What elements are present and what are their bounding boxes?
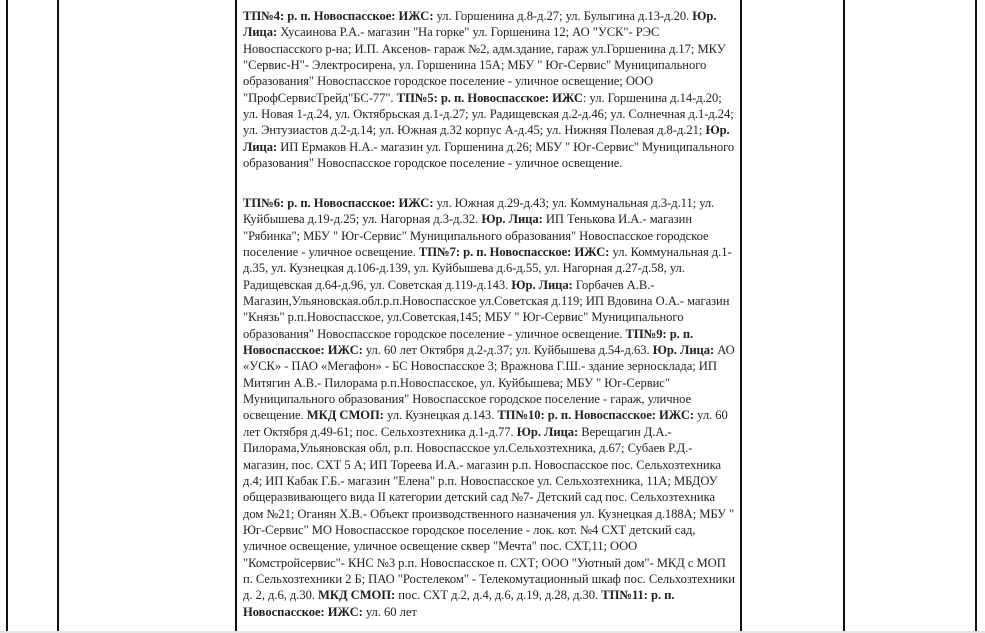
- text-run: ул. Южная д.29-д.43; ул. Коммунальная д.3-д.11; ул. Куйбышева д.19-д.25; ул. Нагорная д.3-д.32.: [243, 196, 715, 227]
- text-run: ИП Тенькова И.А.- магазин "Рябинка"; МБУ " Юг-Сервис" Муниципального образования" Новоспасское городское поселение - уличное освещение.: [243, 212, 709, 260]
- text-run: пос. СХТ д.2, д.4, д.6, д.19, д.28, д.30.: [395, 588, 602, 603]
- bold-label: Юр. Лица:: [652, 343, 715, 358]
- bold-label: МКД СМОП:: [306, 408, 384, 423]
- text-run: Хусаинова Р.А.- магазин "На горке" ул. Горшенина 12; АО "УСК"- РЭС Новоспасского р-на; И.П. Аксенов- гараж №2, адм.здание, гараж ул.Горшенина д.17; МКУ "Сервис-Н"- Электросирена, ул. Горшенина 15А; МБУ " Юг-Сервис" Муниципального образования" Новоспасское городское поселение - уличное освещение; ООО "ПрофСервисТрейд"БС-77".: [243, 25, 726, 105]
- bold-label: Юр. Лица:: [516, 424, 579, 439]
- bold-label: ТП№7: р. п. Новоспасское: ИЖС:: [418, 245, 610, 260]
- column-border: [843, 0, 845, 631]
- text-run: ул. Горшенина д.8-д.27; ул. Булыгина д.13-д.20.: [433, 9, 693, 23]
- table-cell-substation-tp6-tp11: [243, 195, 735, 620]
- text-run: ул. Кузнецкая д.143.: [383, 408, 498, 423]
- text-run: ул. 60 лет: [362, 604, 417, 619]
- cell-paragraph: [243, 8, 735, 171]
- text-run: Верещагин Д.А.- Пилорама,Ульяновская обл, р.п. Новоспасское ул.Сельхозтехника, д.67; Субаев Р.Д.- магазин, пос. СХТ 5 А; ИП Тореева И.А.- магазин р.п. Новоспасское пос. Сельхозтехника д.4; ИП Кабак Г.Б.- магазин "Елена" р.п. Новоспасское ул. Сельхозтехника, 11А; МБДОУ общеразвивающего вида II категории детский сад №7- Детский сад пос. Сельхозтехника дом №21; Оганян Х.В.- Объект производственного назначения ул. Кузнецкая д.188А; МБУ " Юг-Сервис" МО Новоспасское городское поселение - лок. кот. №4 СХТ детский сад, уличное освещение, уличное освещение сквер "Мечта" пос. СХТ,11; ООО "Комстройсервис"- КНС №3 р.п. Новоспасское п. СХТ; ООО "Уютный дом"- МКД с МОП п. Сельхозтехники 2 Б; ПАО "Ростелеком" - Телекомутационный шкаф пос. Сельхозтехники д. 2, д.6, д.30.: [243, 424, 735, 603]
- table-cell-substation-tp4-tp5: [243, 8, 735, 171]
- text-run: ИП Ермаков Н.А.- магазин ул. Горшенина д.26; МБУ " Юг-Сервис" Муниципального образования" Новоспасское городское поселение - уличное освещение.: [243, 139, 735, 171]
- cell-paragraph: [243, 195, 735, 620]
- bold-label: ТП№10: р. п. Новоспасское: ИЖС:: [497, 408, 695, 423]
- text-run: Горбачев А.В.- Магазин,Ульяновская.обл.р.п.Новоспасское ул.Советская д.119; ИП Вдовина О.А.- магазин "Князь" р.п.Новоспасское, ул.Советская,145; МБУ " Юг-Сервис" Муниципального образования" Новоспасское городское поселение - уличное освещение.: [243, 277, 730, 341]
- text-run: : ул. Горшенина д.14-д.20; ул. Новая 1-д.24, ул. Октябрьская д.1-д.27; ул. Радищевская д.2-д.46; ул. Солнечная д.1-д.24; ул. Энтузиастов д.2-д.14; ул. Южная д.32 корпус А-д.45; ул. Нижняя Полевая д.8-д.21;: [243, 90, 734, 138]
- column-border: [57, 0, 59, 631]
- text-run: ул. Коммунальная д.1-д.35, ул. Кузнецкая д.106-д.139, ул. Куйбышева д.6-д.55, ул. Нагорная д.27-д.58, ул. Радищевская д.64-д.96, ул. Советская д.119-д.143.: [243, 245, 732, 292]
- column-border: [6, 0, 8, 631]
- text-run: ул. 60 лет Октября д.49-61; пос. Сельхозтехника д.1-д.77.: [243, 408, 728, 439]
- column-border: [975, 0, 977, 631]
- bold-label: Юр. Лица:: [511, 277, 573, 292]
- bold-label: ТП№9: р. п. Новоспасское: ИЖС:: [243, 326, 694, 358]
- column-border: [235, 0, 237, 631]
- bold-label: ТП№4: р. п. Новоспасское: ИЖС:: [243, 9, 434, 23]
- bold-label: Юр. Лица:: [243, 123, 730, 154]
- bold-label: ТП№5: р. п. Новоспасское: ИЖС: [396, 90, 583, 105]
- bold-label: МКД СМОП:: [318, 588, 396, 603]
- text-run: АО «УСК» - ПАО «Мегафон» - БС Новоспасское 3; Вражнова Г.Ш.- здание зерносклада; ИП Митягин А.В.- Пилорама р.п.Новоспасское, ул. Куйбышева; МБУ " Юг-Сервис" Муниципального образования" Новоспасское городское поселение - гараж, уличное освещение.: [243, 343, 735, 423]
- column-border: [740, 0, 742, 631]
- text-run: ул. 60 лет Октября д.2-д.37; ул. Куйбышева д.54-д.63.: [362, 343, 653, 358]
- bold-label: Юр. Лица:: [481, 212, 543, 227]
- bold-label: ТП№6: р. п. Новоспасское: ИЖС:: [243, 196, 434, 210]
- bold-label: Юр. Лица:: [243, 9, 717, 40]
- bold-label: ТП№11: р. п. Новоспасское: ИЖС:: [243, 588, 675, 619]
